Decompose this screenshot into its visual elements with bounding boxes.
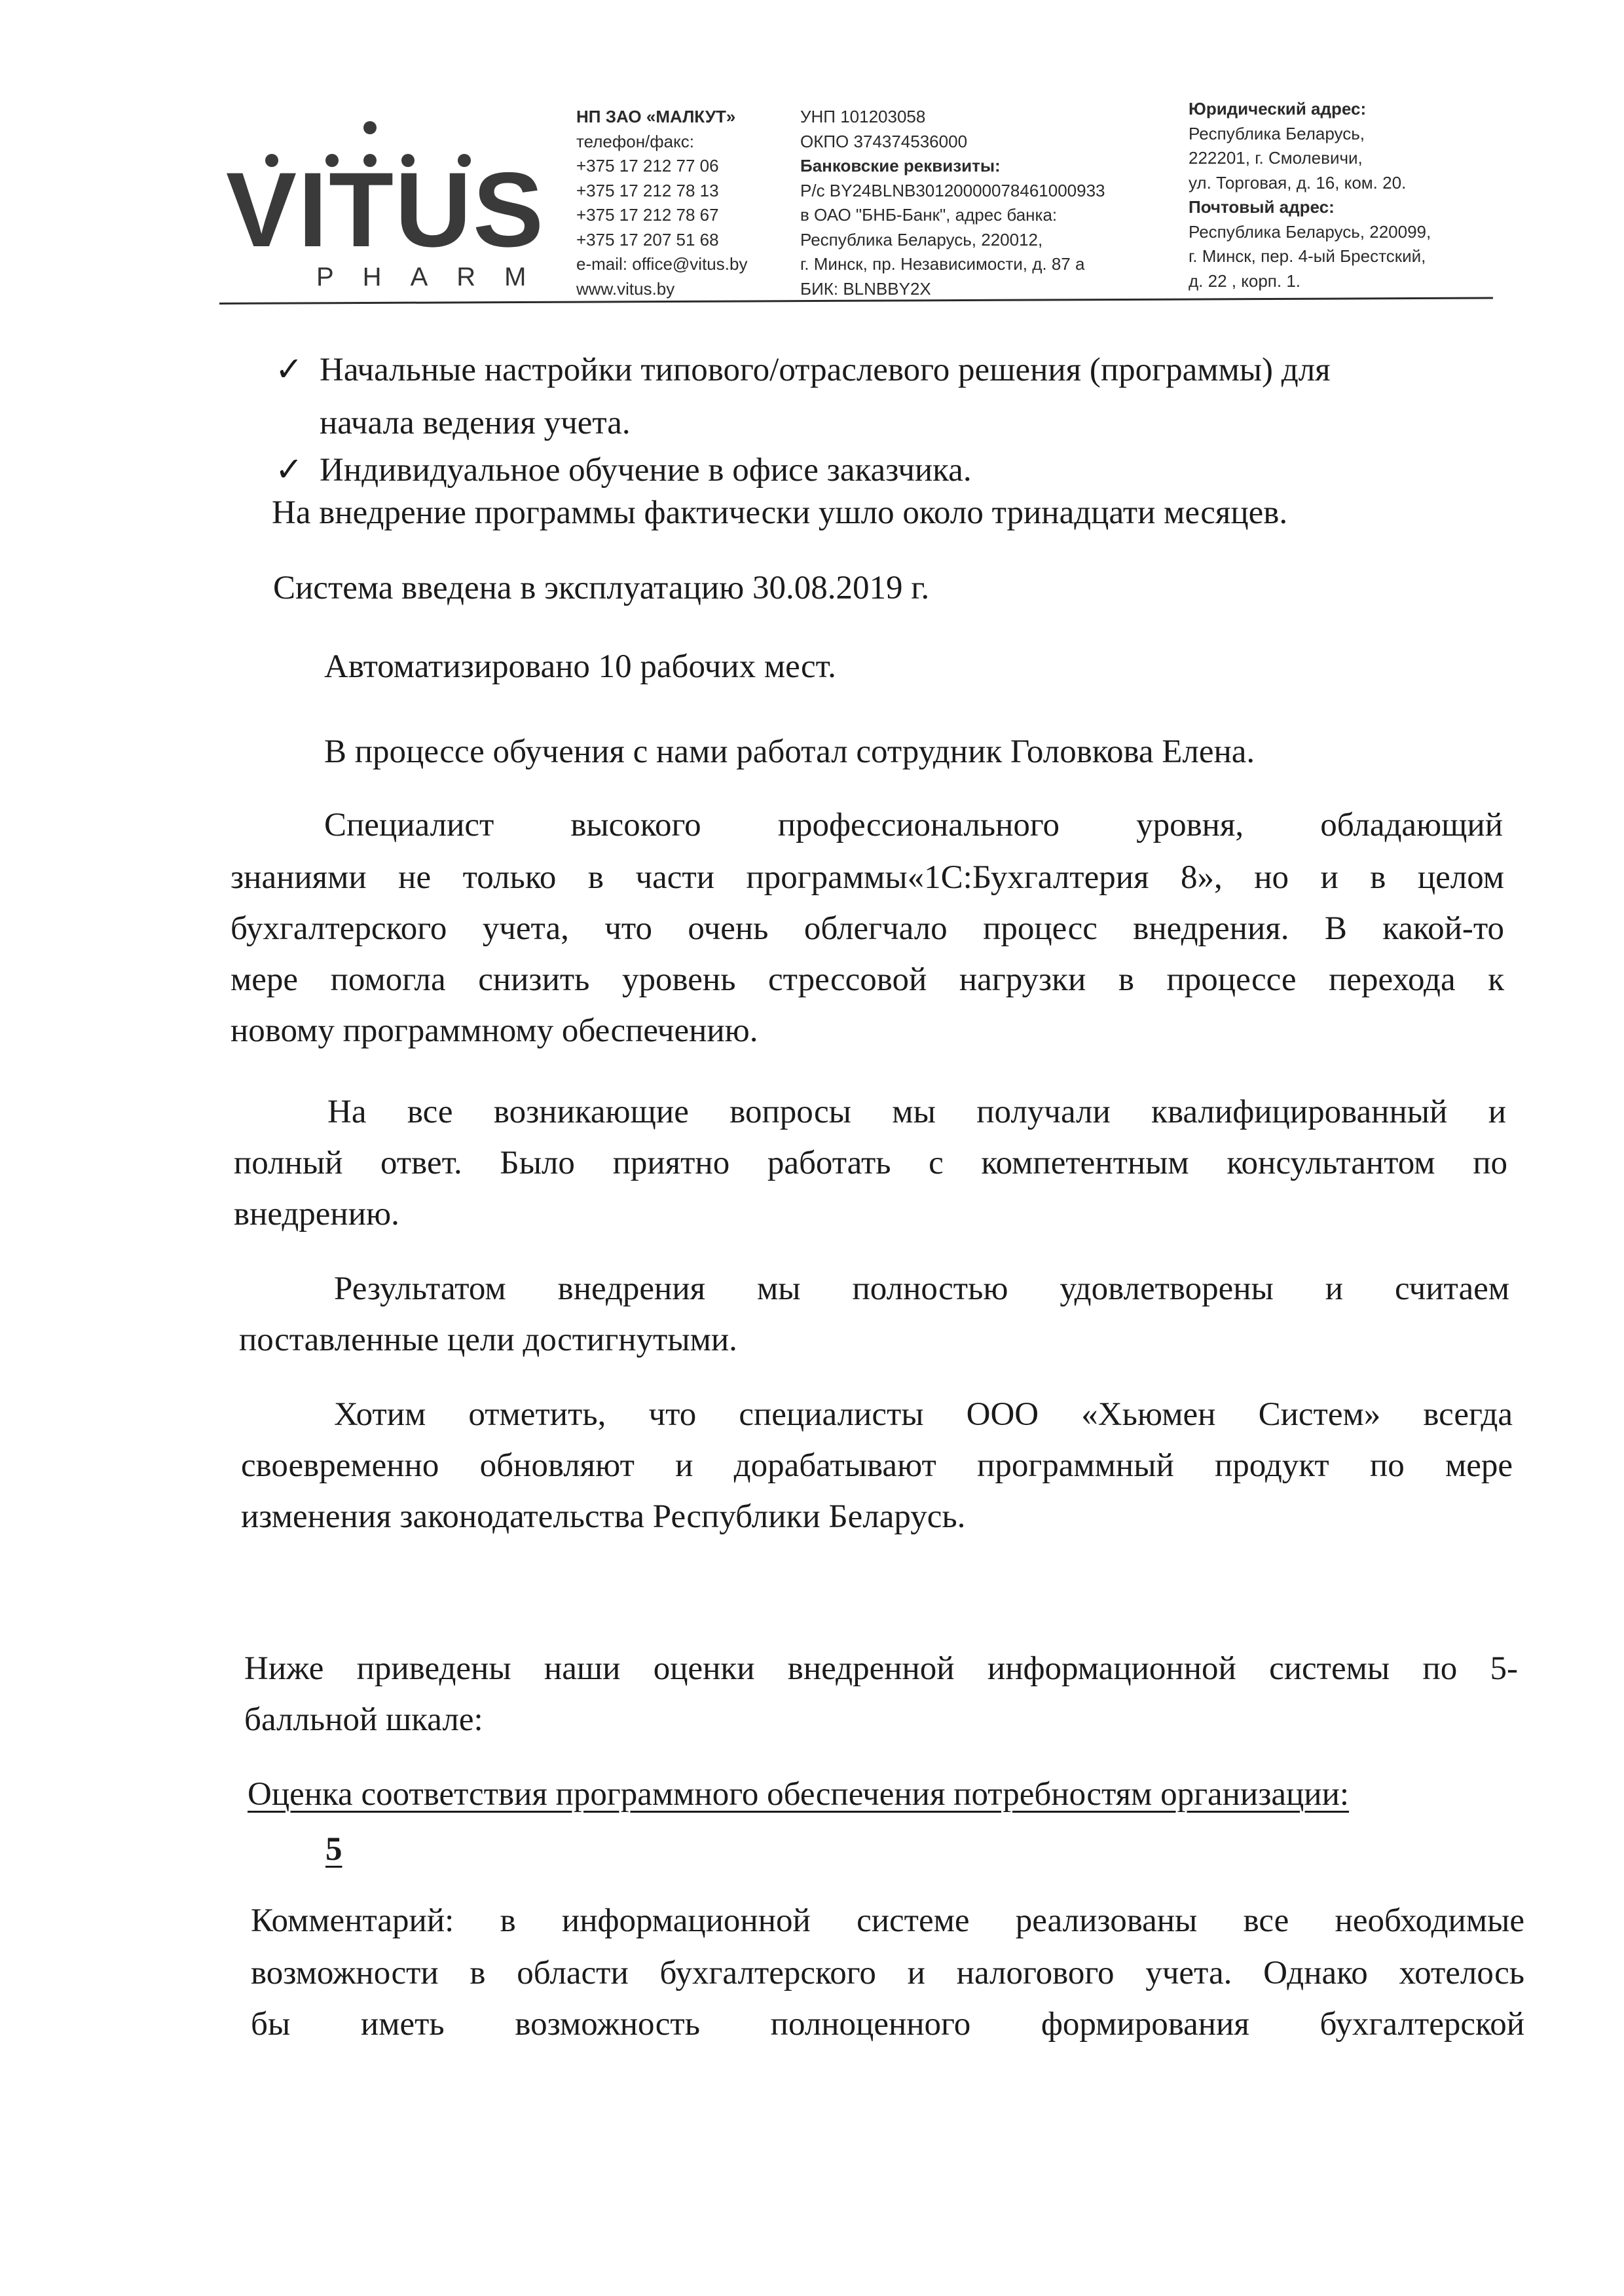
- phone-number: +375 17 212 78 67: [576, 205, 719, 225]
- checkmark-icon: ✓: [275, 352, 303, 388]
- company-name: НП ЗАО «МАЛКУТ»: [576, 107, 736, 126]
- postal-address: Республика Беларусь, 220099,: [1189, 221, 1431, 242]
- paragraph-line: Хотим отметить, что специалисты ООО «Хьюмен Систем» всегда: [334, 1396, 1513, 1433]
- paragraph-line: изменения законодательства Республики Беларусь.: [241, 1498, 966, 1535]
- phone-fax-label: телефон/факс:: [576, 131, 695, 151]
- bank-name: в ОАО "БНБ-Банк", адрес банка:: [800, 205, 1058, 225]
- bank-bic: БИК: BLNBBY2X: [800, 278, 931, 299]
- paragraph-line: На все возникающие вопросы мы получали квалифицированный и: [327, 1094, 1506, 1130]
- assessment-score: 5: [325, 1831, 342, 1868]
- comment-line: бы иметь возможность полноценного формирования бухгалтерской: [251, 2006, 1524, 2043]
- assessment-label: Оценка соответствия программного обеспечения потребностям организации:: [248, 1776, 1350, 1813]
- bullet-text: Индивидуальное обучение в офисе заказчика.: [320, 452, 972, 489]
- legal-address: ул. Торговая, д. 16, ком. 20.: [1189, 172, 1407, 193]
- paragraph-line: своевременно обновляют и дорабатывают программный продукт по мере: [241, 1447, 1513, 1484]
- workstations-count: Автоматизировано 10 рабочих мест.: [324, 648, 836, 685]
- paragraph-line: знаниями не только в части программы«1С:Бухгалтерия 8», но и в целом: [231, 859, 1504, 896]
- postal-address: г. Минск, пер. 4-ый Брестский,: [1189, 246, 1426, 266]
- ratings-intro: Ниже приведены наши оценки внедренной информационной системы по 5-: [244, 1650, 1518, 1687]
- paragraph-line: Результатом внедрения мы полностью удовлетворены и считаем: [334, 1270, 1509, 1307]
- comment-line: возможности в области бухгалтерского и налогового учета. Однако хотелось: [251, 1955, 1524, 1991]
- bullet-text-continued: начала ведения учета.: [320, 405, 631, 441]
- bullet-text: Начальные настройки типового/отраслевого решения (программы) для: [320, 352, 1331, 388]
- logo-subtitle: PHARM: [316, 263, 555, 291]
- paragraph-line: мере помогла снизить уровень стрессовой нагрузки в процессе перехода к: [231, 961, 1504, 998]
- checkmark-icon: ✓: [275, 452, 303, 489]
- bank-address: г. Минск, пр. Независимости, д. 87 а: [800, 254, 1085, 274]
- phone-number: +375 17 212 78 13: [576, 180, 719, 200]
- okpo-number: ОКПО 374374536000: [800, 131, 968, 151]
- implementation-duration: На внедрение программы фактически ушло около тринадцати месяцев.: [272, 494, 1288, 531]
- paragraph-line: бухгалтерского учета, что очень облегчало процесс внедрения. В какой-то: [231, 910, 1504, 947]
- legal-address: 222201, г. Смолевичи,: [1189, 148, 1363, 168]
- bank-address: Республика Беларусь, 220012,: [800, 229, 1043, 250]
- paragraph-line: внедрению.: [234, 1196, 399, 1232]
- comment-line: Комментарий: в информационной системе реализованы все необходимые: [251, 1902, 1524, 1939]
- paragraph-line: Специалист высокого профессионального уровня, обладающий: [324, 807, 1503, 843]
- legal-address-label: Юридический адрес:: [1189, 99, 1367, 119]
- phone-number: +375 17 212 77 06: [576, 156, 719, 176]
- bullet-item: [275, 345, 1331, 396]
- trainer-statement: В процессе обучения с нами работал сотрудник Головкова Елена.: [324, 733, 1255, 770]
- company-website: www.vitus.by: [576, 278, 675, 299]
- bank-account: Р/с BY24BLNB30120000078461000933: [800, 180, 1105, 200]
- legal-address: Республика Беларусь,: [1189, 123, 1365, 143]
- commissioning-date: Система введена в эксплуатацию 30.08.2019 г.: [273, 570, 930, 606]
- unp-number: УНП 101203058: [800, 107, 926, 126]
- paragraph-line: поставленные цели достигнутыми.: [239, 1322, 737, 1358]
- postal-address-label: Почтовый адрес:: [1189, 197, 1335, 217]
- phone-number: +375 17 207 51 68: [576, 229, 719, 250]
- bank-details-label: Банковские реквизиты:: [800, 156, 1001, 176]
- paragraph-line: полный ответ. Было приятно работать с компетентным консультантом по: [234, 1145, 1507, 1181]
- paragraph-line: новому программному обеспечению.: [231, 1012, 758, 1049]
- logo-wordmark: VITUS: [226, 151, 545, 269]
- company-email: e-mail: office@vitus.by: [576, 254, 748, 274]
- postal-address: д. 22 , корп. 1.: [1189, 270, 1301, 291]
- ratings-intro: балльной шкале:: [244, 1701, 483, 1738]
